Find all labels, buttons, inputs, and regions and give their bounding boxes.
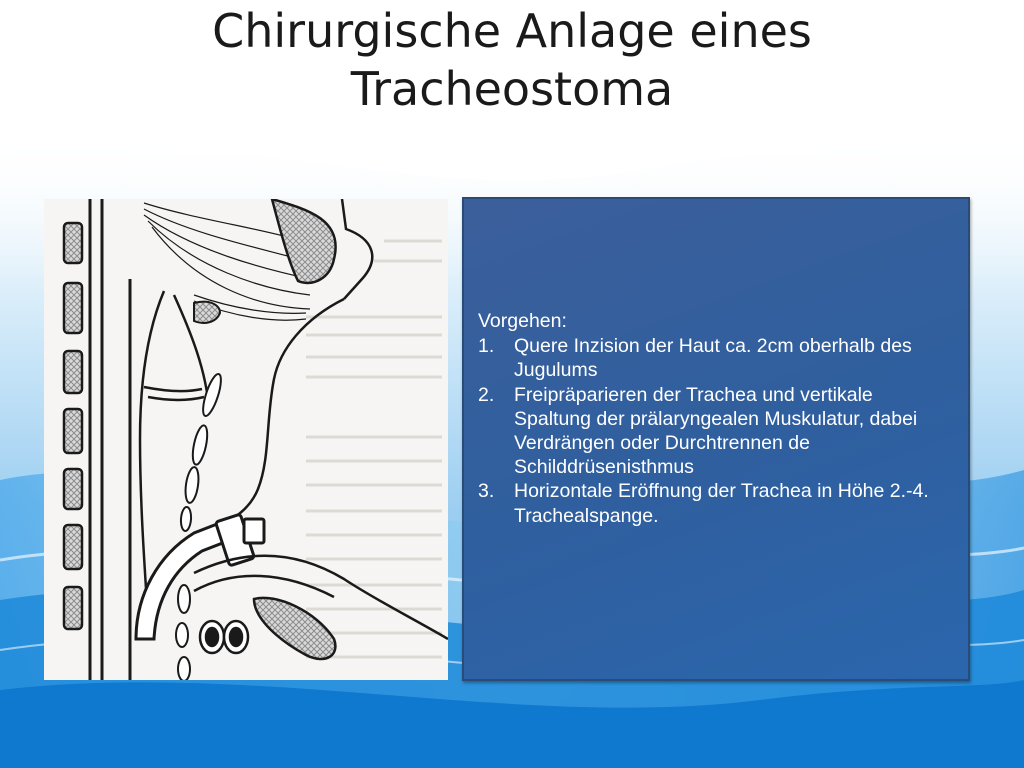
procedure-text-box [462,197,970,681]
slide-title [100,2,924,118]
step-text: Quere Inzision der Haut ca. 2cm oberhalb des Jugulums [514,335,912,382]
step-text: Horizontale Eröffnung der Trachea in Höhe 2.-4. Trachealspange. [514,480,929,527]
step-number: 2. [478,383,495,406]
slide-title-line-1: Chirurgische Anlage eines [212,4,812,58]
procedure-heading: Vorgehen: [478,310,567,332]
procedure-steps-list [478,334,954,528]
procedure-step [478,334,954,382]
step-text: Freipräparieren der Trachea und vertikale Spaltung der prälaryngealen Muskulatur, dabei Verdrängen oder Durchtrennen de Schilddrüsenisthmus [514,383,918,479]
step-number: 1. [478,335,495,358]
vertebrae [64,223,82,629]
tracheostomy-illustration [44,199,448,680]
slide-title-line-2: Tracheostoma [350,62,674,116]
procedure-step [478,383,954,480]
procedure-step [478,479,954,527]
step-number: 3. [478,480,495,503]
